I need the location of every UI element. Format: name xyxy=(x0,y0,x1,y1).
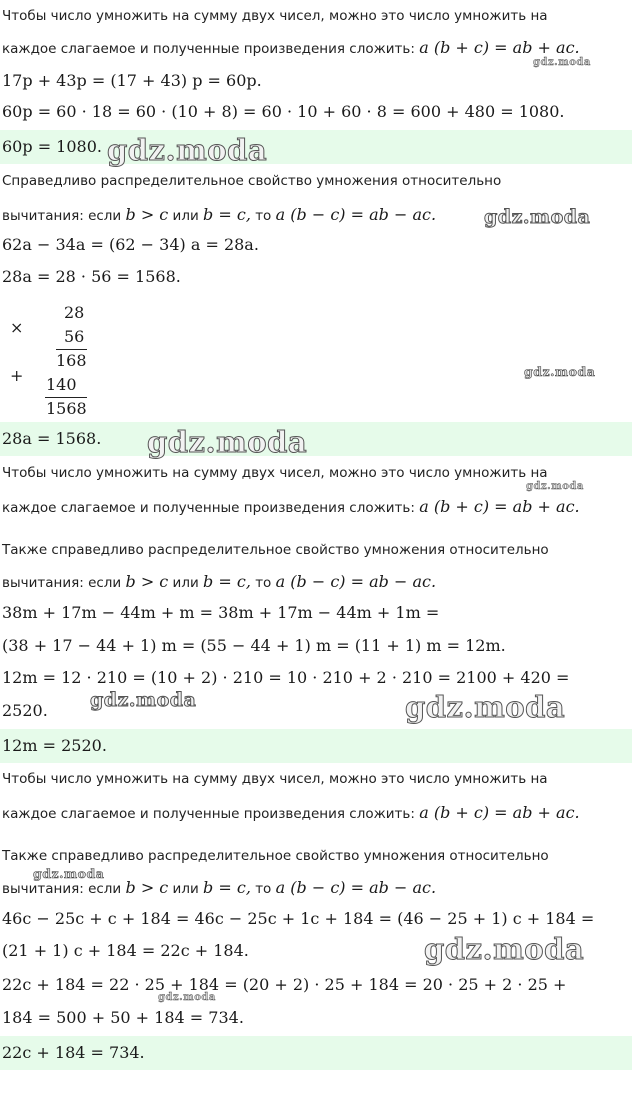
s3-answer: 12m = 2520. xyxy=(2,736,107,755)
s3-condition-b: b = c, xyxy=(203,572,251,591)
s4-step-2: (21 + 1) c + 184 = 22c + 184. xyxy=(2,941,249,960)
s4-step-4: 184 = 500 + 50 + 184 = 734. xyxy=(2,1008,244,1027)
watermark: gdz.moda xyxy=(405,690,566,724)
s2-intro-text-c: то xyxy=(250,208,276,224)
s1-intro-line-1: Чтобы число умножить на сумму двух чисел, можно это число умножить на xyxy=(2,8,548,24)
s1-step-1: 17p + 43p = (17 + 43) p = 60p. xyxy=(2,71,262,90)
s2-intro-text-b: или xyxy=(168,208,204,224)
s3-intro-text-b: или xyxy=(168,575,204,591)
s3-intro-text: каждое слагаемое и полученные произведения сложить: xyxy=(2,500,420,516)
mult-partial-2: 140 xyxy=(46,375,77,394)
s4-step-1: 46c − 25c + c + 184 = 46c − 25c + 1c + 184 = (46 − 25 + 1) c + 184 = xyxy=(2,909,595,928)
s2-intro-text-a: вычитания: если xyxy=(2,208,126,224)
s3-step-1: 38m + 17m − 44m + m = 38m + 17m − 44m + 1m = xyxy=(2,603,440,622)
watermark: gdz.moda xyxy=(90,689,197,711)
mult-factor-2: 56 xyxy=(64,327,85,346)
s4-step-3: 22c + 184 = 22 · 25 + 184 = (20 + 2) · 25 + 184 = 20 · 25 + 2 · 25 + xyxy=(2,975,567,994)
watermark: gdz.moda xyxy=(33,866,105,881)
s1-step-2: 60p = 60 · 18 = 60 · (10 + 8) = 60 · 10 + 60 · 8 = 600 + 480 = 1080. xyxy=(2,102,565,121)
mult-plus-sign: + xyxy=(10,366,24,385)
s3-intro-line-3: Также справедливо распределительное свойство умножения относительно xyxy=(2,542,549,558)
s4-intro-text-a: вычитания: если xyxy=(2,881,126,897)
s2-condition-a: b > c xyxy=(125,205,169,224)
s4-condition-b: b = c, xyxy=(203,878,251,897)
s4-intro-text-b: или xyxy=(168,881,204,897)
mult-partial-1: 168 xyxy=(56,351,87,370)
s3-rule-formula: a (b + c) = ab + ac. xyxy=(419,497,580,516)
s2-step-1: 62a − 34a = (62 − 34) a = 28a. xyxy=(2,235,259,254)
watermark: gdz.moda xyxy=(107,133,268,167)
watermark: gdz.moda xyxy=(424,932,585,966)
s4-intro-text: каждое слагаемое и полученные произведения сложить: xyxy=(2,806,420,822)
s2-answer: 28a = 1568. xyxy=(2,429,102,448)
s3-step-3: 12m = 12 · 210 = (10 + 2) · 210 = 10 · 210 + 2 · 210 = 2100 + 420 = xyxy=(2,668,570,687)
watermark: gdz.moda xyxy=(533,57,591,68)
s2-rule-formula: a (b − c) = ab − ac. xyxy=(275,205,437,224)
mult-times-sign: × xyxy=(10,318,24,337)
s4-condition-a: b > c xyxy=(125,878,169,897)
s2-step-2: 28a = 28 · 56 = 1568. xyxy=(2,267,181,286)
s3-intro-line-2 xyxy=(2,497,632,517)
s4-intro-line-1: Чтобы число умножить на сумму двух чисел, можно это число умножить на xyxy=(2,771,548,787)
watermark: gdz.moda xyxy=(526,481,584,492)
s3-rule-formula-2: a (b − c) = ab − ac. xyxy=(275,572,437,591)
mult-factor-1: 28 xyxy=(64,303,85,322)
watermark: gdz.moda xyxy=(147,425,308,459)
s1-intro-line-2 xyxy=(2,38,632,58)
s4-intro-line-2 xyxy=(2,803,632,823)
watermark: gdz.moda xyxy=(484,206,591,228)
watermark: gdz.moda xyxy=(158,992,216,1003)
s3-step-4: 2520. xyxy=(2,701,48,720)
s3-intro-line-4 xyxy=(2,572,632,592)
s3-condition-a: b > c xyxy=(125,572,169,591)
s2-condition-b: b = c, xyxy=(203,205,251,224)
s4-intro-line-3: Также справедливо распределительное свойство умножения относительно xyxy=(2,848,549,864)
mult-rule-2 xyxy=(45,397,87,398)
mult-result: 1568 xyxy=(46,399,87,418)
s4-rule-formula: a (b + c) = ab + ac. xyxy=(419,803,580,822)
s1-rule-formula: a (b + c) = ab + ac. xyxy=(419,38,580,57)
s3-intro-text-a: вычитания: если xyxy=(2,575,126,591)
s4-answer: 22c + 184 = 734. xyxy=(2,1043,145,1062)
s4-intro-line-4 xyxy=(2,878,632,898)
s3-intro-text-c: то xyxy=(250,575,276,591)
s3-step-2: (38 + 17 − 44 + 1) m = (55 − 44 + 1) m = (11 + 1) m = 12m. xyxy=(2,636,506,655)
mult-rule-1 xyxy=(56,349,87,350)
s4-rule-formula-2: a (b − c) = ab − ac. xyxy=(275,878,437,897)
watermark: gdz.moda xyxy=(524,364,596,379)
s3-intro-line-1: Чтобы число умножить на сумму двух чисел, можно это число умножить на xyxy=(2,465,548,481)
s2-intro-line-1: Справедливо распределительное свойство умножения относительно xyxy=(2,173,502,189)
s4-intro-text-c: то xyxy=(250,881,276,897)
s1-intro-text: каждое слагаемое и полученные произведения сложить: xyxy=(2,41,420,57)
s1-answer: 60p = 1080. xyxy=(2,137,102,156)
